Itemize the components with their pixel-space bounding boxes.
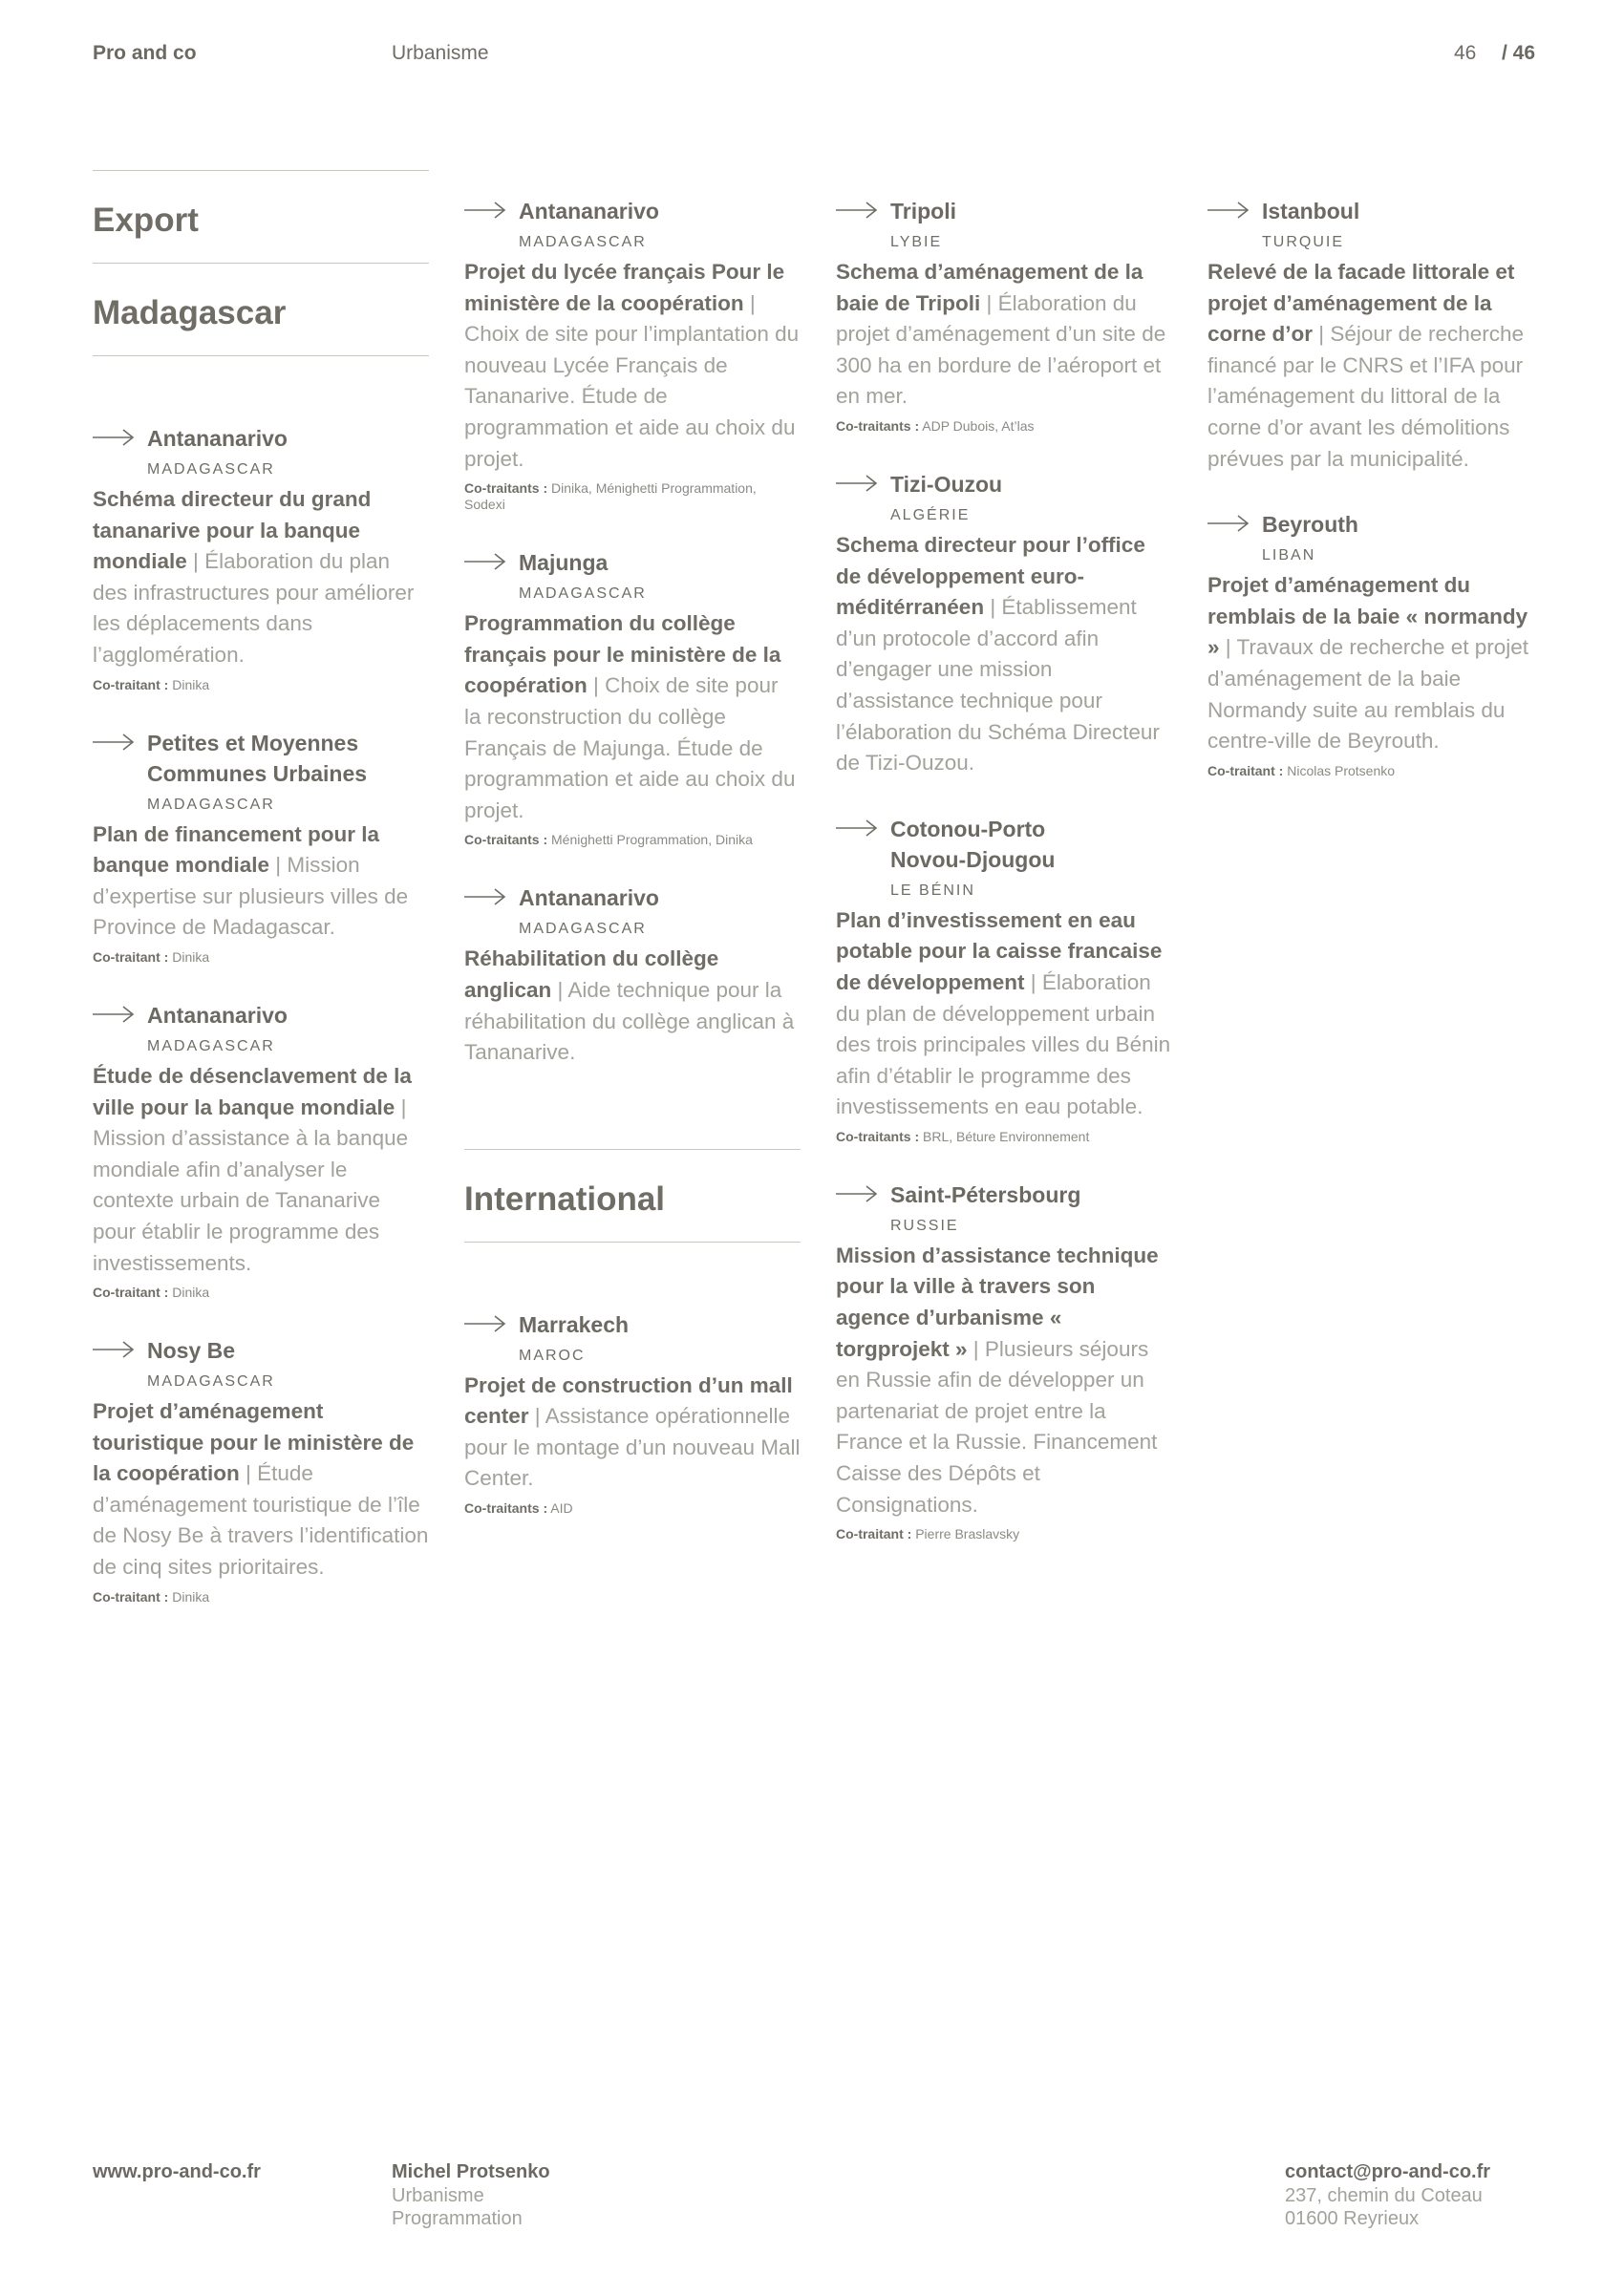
project-place: Tripoli	[890, 199, 956, 223]
project-body: | Mission d’expertise sur plusieurs villes de Province de Madagascar.	[93, 853, 409, 940]
project-entry	[93, 423, 429, 693]
cotraitant-label: Co-traitant :	[836, 1526, 912, 1542]
cotraitant-label: Co-traitants :	[836, 417, 920, 434]
project-country: TURQUIE	[1262, 234, 1344, 250]
cotraitant-label: Co-traitants :	[464, 1500, 548, 1517]
project-place: Antananarivo	[519, 199, 659, 223]
project-country: MADAGASCAR	[147, 1037, 275, 1054]
project-country: MADAGASCAR	[147, 461, 275, 478]
project-country: LIBAN	[1262, 547, 1316, 564]
project-country: MADAGASCAR	[147, 1373, 275, 1391]
project-country: MADAGASCAR	[147, 796, 275, 813]
project-title: Programmation du collège français pour le ministère de la coopération	[464, 611, 781, 698]
project-body: | Élaboration du plan des infrastructures pour améliorer les déplacements dans l’agglomération.	[93, 549, 415, 667]
cotraitant-value: AID	[547, 1500, 573, 1517]
project-title: Projet d’aménagement du remblais de la baie « normandy »	[1207, 573, 1528, 660]
cotraitant-value: Dinika	[168, 948, 210, 965]
project-title: Projet du lycée français Pour le ministère de la coopération	[464, 260, 785, 315]
header-section: Urbanisme	[392, 42, 489, 64]
project-title: Schéma directeur du grand tananarive pour la banque mondiale	[93, 487, 372, 574]
project-body: | Choix de site pour l’implantation du nouveau Lycée Français de Tananarive. Étude de programmation et aide au choix du projet.	[464, 290, 800, 471]
project-title: Schema d’aménagement de la baie de Tripoli	[836, 260, 1143, 315]
footer-name: Michel Protsenko	[392, 2161, 550, 2182]
heading-madagascar: Madagascar	[93, 294, 287, 331]
project-country: MADAGASCAR	[519, 921, 647, 938]
project-entry	[836, 814, 1172, 1145]
arrow-right-icon	[93, 733, 135, 752]
project-title: Projet d’aménagement touristique pour le ministère de la coopération	[93, 1399, 415, 1486]
heading-international: International	[464, 1180, 666, 1218]
header-company: Pro and co	[93, 42, 197, 64]
project-country: MADAGASCAR	[519, 234, 647, 250]
cotraitant-label: Co-traitant :	[93, 676, 169, 692]
arrow-right-icon	[93, 428, 135, 447]
cotraitant-label: Co-traitant :	[93, 948, 169, 965]
project-entry	[836, 469, 1172, 779]
cotraitant-value: Dinika	[168, 1285, 210, 1301]
column-1	[93, 170, 429, 1605]
arrow-right-icon	[1207, 201, 1250, 220]
cotraitant-value: Nicolas Protsenko	[1283, 762, 1396, 778]
project-title: Étude de désenclavement de la ville pour la banque mondiale	[93, 1063, 412, 1119]
cotraitant-value: Pierre Braslavsky	[911, 1526, 1020, 1542]
cotraitant-label: Co-traitants :	[464, 832, 548, 848]
project-body: | Assistance opérationnelle pour le montage d’un nouveau Mall Center.	[464, 1404, 801, 1491]
arrow-right-icon	[464, 887, 506, 906]
column-2	[464, 196, 801, 1517]
website-link[interactable]: www.pro-and-co.fr	[93, 2161, 261, 2182]
project-entry	[464, 196, 801, 513]
project-country: RUSSIE	[890, 1217, 959, 1234]
project-place: Antananarivo	[147, 1002, 288, 1028]
project-country: LYBIE	[890, 234, 943, 250]
project-title: Plan d’investissement en eau potable pour la caisse francaise de développement	[836, 907, 1163, 994]
cotraitant-value: ADP Dubois, At’las	[919, 417, 1035, 434]
project-entry	[1207, 509, 1544, 779]
project-entry	[93, 1335, 429, 1605]
project-place-line2: Communes Urbaines	[147, 760, 368, 786]
project-place: Beyrouth	[1262, 512, 1358, 538]
project-place: Saint-Pétersbourg	[890, 1181, 1081, 1207]
project-body: | Établissement d’un protocole d’accord afin d’engager une mission d’assistance technique pour l’élaboration du Schéma Directeur de Tizi-Ouzou.	[836, 595, 1160, 776]
project-body: | Élaboration du projet d’aménagement d’un site de 300 ha en bordure de l’aéroport et en mer.	[836, 290, 1166, 409]
arrow-right-icon	[464, 1314, 506, 1333]
arrow-right-icon	[464, 201, 506, 220]
project-place: Tizi-Ouzou	[890, 471, 1003, 497]
project-place: Marrakech	[519, 1311, 630, 1337]
project-title: Réhabilitation du collège anglican	[464, 946, 719, 1002]
project-body: | Mission d’assistance à la banque mondiale afin d’analyser le contexte urbain de Tananarive pour établir le programme des investissements.	[93, 1095, 409, 1275]
project-title: Mission d’assistance technique pour la ville à travers son agence d’urbanisme « torgprojekt »	[836, 1243, 1159, 1361]
project-country: ALGÉRIE	[890, 506, 971, 523]
project-body: | Séjour de recherche financé par le CNRS et l’IFA pour l’aménagement du littoral de la corne d’or avant les démolitions prévues par la municipalité.	[1207, 322, 1524, 471]
footer-contact-person	[392, 2160, 550, 2231]
project-entry	[93, 728, 429, 966]
project-place: Antananarivo	[147, 426, 288, 451]
footer-address	[1285, 2160, 1490, 2231]
arrow-right-icon	[93, 1340, 135, 1359]
project-place: Petites et Moyennes	[147, 730, 359, 755]
project-entry	[464, 547, 801, 848]
divider	[464, 1242, 801, 1243]
project-place: Cotonou-Porto	[890, 816, 1046, 841]
cotraitant-label: Co-traitant :	[1207, 762, 1284, 778]
project-country: MADAGASCAR	[519, 585, 647, 603]
project-title: Relevé de la facade littorale et projet d’aménagement de la corne d’or	[1207, 260, 1515, 347]
footer-website[interactable]	[93, 2160, 261, 2184]
project-body: | Choix de site pour la reconstruction du collège Français de Majunga. Étude de programmation et aide au choix du projet.	[464, 673, 796, 822]
cotraitant-label: Co-traitants :	[464, 480, 548, 497]
project-country: LE BÉNIN	[890, 882, 975, 899]
arrow-right-icon	[836, 818, 878, 838]
project-entry	[1207, 196, 1544, 475]
project-entry	[836, 1180, 1172, 1542]
cotraitant-value: Ménighetti Programmation, Dinika	[547, 832, 753, 848]
project-entry	[93, 1000, 429, 1301]
project-place: Antananarivo	[519, 885, 659, 911]
page-total: / 46	[1502, 42, 1536, 64]
column-3	[836, 196, 1172, 1542]
footer-city: 01600 Reyrieux	[1285, 2208, 1420, 2229]
arrow-right-icon	[836, 1184, 878, 1203]
cotraitant-label: Co-traitant :	[93, 1588, 169, 1605]
project-body: | Élaboration du plan de développement urbain des trois principales villes du Bénin afin d’établir le programme des investissements en eau potable.	[836, 969, 1171, 1119]
divider	[93, 355, 429, 356]
arrow-right-icon	[93, 1005, 135, 1024]
cotraitant-value: Dinika, Ménighetti Programmation, Sodexi	[464, 480, 757, 513]
project-body: | Travaux de recherche et projet d’aménagement de la baie Normandy suite au remblais du centre-ville de Beyrouth.	[1207, 635, 1529, 754]
project-body: | Plusieurs séjours en Russie afin de développer un partenariat de projet entre la France et la Russie. Financement Caisse des Dépôts et Consignations.	[836, 1336, 1158, 1517]
cotraitant-value: Dinika	[168, 676, 210, 692]
arrow-right-icon	[1207, 514, 1250, 533]
project-entry	[464, 882, 801, 1068]
footer-role: Urbanisme	[392, 2184, 484, 2206]
arrow-right-icon	[464, 552, 506, 571]
project-place: Nosy Be	[147, 1338, 236, 1364]
email-link[interactable]: contact@pro-and-co.fr	[1285, 2161, 1491, 2182]
project-body: | Aide technique pour la réhabilitation du collège anglican à Tananarive.	[464, 977, 795, 1065]
arrow-right-icon	[836, 201, 878, 220]
project-entry	[836, 196, 1172, 435]
cotraitant-label: Co-traitant :	[93, 1285, 169, 1301]
cotraitant-label: Co-traitants :	[836, 1128, 920, 1144]
project-country: MAROC	[519, 1347, 586, 1364]
footer-role: Programmation	[392, 2208, 523, 2229]
project-place: Istanboul	[1262, 199, 1360, 223]
project-title: Schema directeur pour l’office de développement euro-méditérranéen	[836, 532, 1145, 620]
arrow-right-icon	[836, 474, 878, 493]
page-number: 46	[1454, 42, 1477, 64]
project-place: Majunga	[519, 550, 609, 576]
project-body: | Étude d’aménagement touristique de l’île de Nosy Be à travers l’identification de cinq sites prioritaires.	[93, 1461, 429, 1580]
project-title: Plan de financement pour la banque mondiale	[93, 821, 380, 878]
heading-export: Export	[93, 202, 199, 239]
project-place-line2: Novou-Djougou	[890, 846, 1056, 872]
column-4	[1207, 196, 1544, 779]
cotraitant-value: Dinika	[168, 1588, 210, 1605]
footer-street: 237, chemin du Coteau	[1285, 2184, 1483, 2206]
project-title: Projet de construction d’un mall center	[464, 1372, 793, 1429]
project-entry	[464, 1309, 801, 1517]
cotraitant-value: BRL, Béture Environnement	[919, 1128, 1090, 1144]
